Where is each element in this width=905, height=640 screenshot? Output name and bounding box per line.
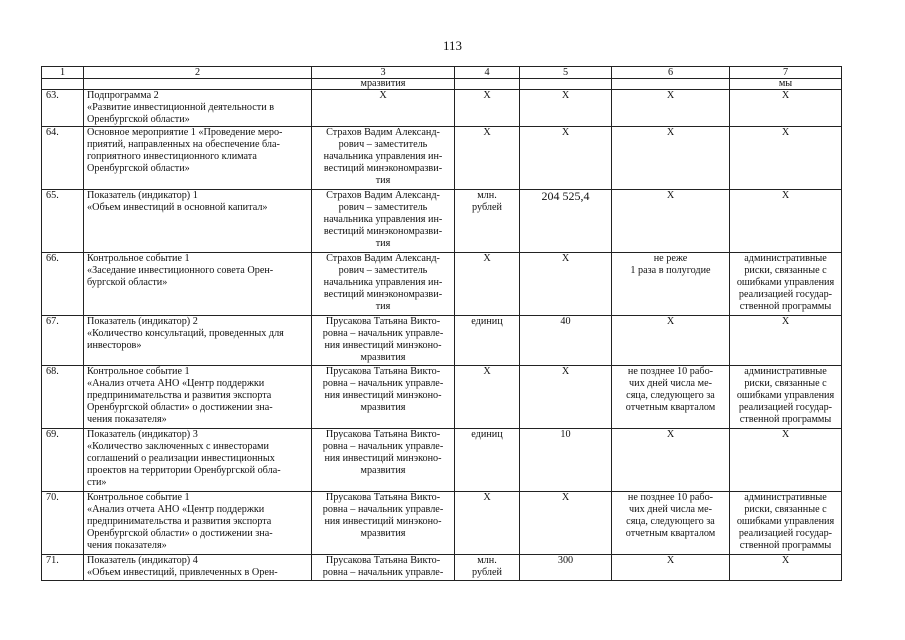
cell-line: Оренбургской области»	[87, 114, 190, 125]
cell-line: проектов на территории Оренбургской обла-	[87, 465, 281, 476]
term-cell	[612, 190, 730, 253]
cell-line: административные	[744, 253, 827, 264]
cell-line: 1 раза в полугодие	[630, 265, 711, 276]
cell-line: X	[781, 316, 790, 327]
cell-line: рович – заместитель	[338, 265, 428, 276]
row-number: 69.	[42, 429, 84, 492]
activity-name	[84, 253, 312, 316]
continuation-cell	[84, 79, 312, 90]
cell-line: X	[379, 90, 387, 101]
program-table	[41, 66, 842, 581]
term-cell	[612, 492, 730, 555]
risks-cell	[730, 90, 842, 127]
term-cell	[612, 316, 730, 366]
cell-line: сти»	[87, 477, 107, 488]
term-cell	[612, 90, 730, 127]
cell-line: сяца, следующего за	[626, 516, 715, 527]
cell-line: Страхов Вадим Александ-	[326, 127, 440, 138]
cell-line: ственной программы	[739, 301, 832, 312]
continuation-row	[42, 79, 842, 90]
row-number: 65.	[42, 190, 84, 253]
value-cell: 10	[520, 429, 612, 492]
cell-line: X	[666, 190, 675, 201]
cell-line: мразвития	[360, 402, 406, 413]
responsible-person	[312, 253, 455, 316]
cell-line: ния инвестиций минэконо-	[324, 453, 442, 464]
cell-line: X	[781, 127, 790, 138]
unit-cell: X	[455, 90, 520, 127]
responsible-person	[312, 366, 455, 429]
cell-line: X	[666, 127, 675, 138]
cell-line: ровна – начальник управле-	[322, 378, 444, 389]
continuation-cell	[455, 79, 520, 90]
cell-line: «Развитие инвестиционной деятельности в	[87, 102, 275, 113]
responsible-person	[312, 316, 455, 366]
cell-line: «Заседание инвестиционного совета Орен-	[87, 265, 274, 276]
table-row	[42, 492, 842, 555]
risks-cell	[730, 253, 842, 316]
activity-name	[84, 127, 312, 190]
cell-line: чих дней числа ме-	[629, 378, 712, 389]
cell-line: X	[666, 90, 675, 101]
cell-line: начальника управления ин-	[323, 151, 443, 162]
cell-line: ственной программы	[739, 540, 832, 551]
cell-line: Подпрограмма 2	[87, 90, 159, 101]
cell-line: Прусакова Татьяна Викто-	[325, 492, 441, 503]
cell-line: мразвития	[360, 352, 406, 363]
cell-line: Страхов Вадим Александ-	[326, 190, 440, 201]
cell-line: Контрольное событие 1	[87, 253, 190, 264]
cell-line: не позднее 10 рабо-	[627, 492, 714, 503]
continuation-cell	[42, 79, 84, 90]
cell-line: рович – заместитель	[338, 139, 428, 150]
cell-line: чения показателя»	[87, 414, 167, 425]
cell-line: «Анализ отчета АНО «Центр поддержки	[87, 504, 265, 515]
cell-line: Прусакова Татьяна Викто-	[325, 316, 441, 327]
unit-cell: млн. рублей	[455, 555, 520, 581]
cell-line: инвесторов»	[87, 340, 142, 351]
term-cell	[612, 555, 730, 581]
cell-line: вестиций минэкономразви-	[323, 163, 443, 174]
cell-line: X	[666, 429, 675, 440]
column-header: 1	[42, 67, 84, 79]
cell-line: «Количество заключенных с инвесторами	[87, 441, 269, 452]
continuation-cell: мы	[730, 79, 842, 90]
cell-line: чения показателя»	[87, 540, 167, 551]
responsible-person	[312, 190, 455, 253]
table-row	[42, 90, 842, 127]
risks-cell	[730, 429, 842, 492]
responsible-person	[312, 555, 455, 581]
risks-cell	[730, 127, 842, 190]
cell-line: административные	[744, 492, 827, 503]
value-cell: 204 525,4	[520, 190, 612, 253]
activity-name	[84, 555, 312, 581]
cell-line: вестиций минэкономразви-	[323, 226, 443, 237]
activity-name	[84, 492, 312, 555]
column-header: 3	[312, 67, 455, 79]
responsible-person	[312, 90, 455, 127]
cell-line: Оренбургской области» о достижении зна-	[87, 402, 273, 413]
table-row	[42, 127, 842, 190]
value-cell: X	[520, 366, 612, 429]
cell-line: административные	[744, 366, 827, 377]
term-cell	[612, 127, 730, 190]
column-header: 6	[612, 67, 730, 79]
unit-cell: X	[455, 253, 520, 316]
table-row	[42, 190, 842, 253]
term-cell	[612, 429, 730, 492]
cell-line: ния инвестиций минэконо-	[324, 340, 442, 351]
cell-line: Прусакова Татьяна Викто-	[325, 366, 441, 377]
cell-line: ния инвестиций минэконо-	[324, 390, 442, 401]
activity-name	[84, 190, 312, 253]
cell-line: риски, связанные с	[744, 378, 827, 389]
cell-line: рович – заместитель	[338, 202, 428, 213]
value-cell: 300	[520, 555, 612, 581]
column-header: 4	[455, 67, 520, 79]
column-header: 7	[730, 67, 842, 79]
cell-line: начальника управления ин-	[323, 277, 443, 288]
cell-line: «Количество консультаций, проведенных для	[87, 328, 284, 339]
cell-line: предпринимательства и развития экспорта	[87, 516, 272, 527]
continuation-cell	[520, 79, 612, 90]
cell-line: Страхов Вадим Александ-	[326, 253, 440, 264]
cell-line: X	[666, 316, 675, 327]
table-row	[42, 555, 842, 581]
cell-line: Показатель (индикатор) 4	[87, 555, 198, 566]
responsible-person	[312, 492, 455, 555]
cell-line: ровна – начальник управле-	[322, 328, 444, 339]
activity-name	[84, 316, 312, 366]
risks-cell	[730, 316, 842, 366]
cell-line: предпринимательства и развития экспорта	[87, 390, 272, 401]
table-row	[42, 429, 842, 492]
row-number: 66.	[42, 253, 84, 316]
risks-cell	[730, 366, 842, 429]
row-number: 70.	[42, 492, 84, 555]
cell-line: не реже	[653, 253, 688, 264]
value-cell: X	[520, 253, 612, 316]
unit-cell: X	[455, 492, 520, 555]
row-number: 67.	[42, 316, 84, 366]
cell-line: ровна – начальник управле-	[322, 567, 444, 578]
cell-line: отчетным кварталом	[625, 528, 716, 539]
cell-line: ственной программы	[739, 414, 832, 425]
cell-line: вестиций минэкономразви-	[323, 289, 443, 300]
cell-line: X	[781, 555, 790, 566]
unit-cell: X	[455, 366, 520, 429]
cell-line: Показатель (индикатор) 2	[87, 316, 198, 327]
column-header: 5	[520, 67, 612, 79]
cell-line: ровна – начальник управле-	[322, 504, 444, 515]
cell-line: приятий, направленных на обеспечение бла-	[87, 139, 280, 150]
cell-line: мразвития	[360, 528, 406, 539]
cell-line: начальника управления ин-	[323, 214, 443, 225]
cell-line: Контрольное событие 1	[87, 492, 190, 503]
row-number: 63.	[42, 90, 84, 127]
table-row	[42, 253, 842, 316]
cell-line: Прусакова Татьяна Викто-	[325, 429, 441, 440]
row-number: 68.	[42, 366, 84, 429]
unit-cell: X	[455, 127, 520, 190]
row-number: 71.	[42, 555, 84, 581]
cell-line: мразвития	[360, 465, 406, 476]
column-header-row	[42, 67, 842, 79]
cell-line: Оренбургской области» о достижении зна-	[87, 528, 273, 539]
cell-line: Показатель (индикатор) 1	[87, 190, 198, 201]
cell-line: «Объем инвестиций в основной капитал»	[87, 202, 268, 213]
cell-line: «Анализ отчета АНО «Центр поддержки	[87, 378, 265, 389]
cell-line: ошибками управления	[736, 516, 835, 527]
cell-line: Основное мероприятие 1 «Проведение меро-	[87, 127, 283, 138]
activity-name	[84, 366, 312, 429]
table-row	[42, 316, 842, 366]
cell-line: отчетным кварталом	[625, 402, 716, 413]
activity-name	[84, 90, 312, 127]
row-number: 64.	[42, 127, 84, 190]
responsible-person	[312, 429, 455, 492]
cell-line: X	[781, 190, 790, 201]
cell-line: бургской области»	[87, 277, 168, 288]
cell-line: сяца, следующего за	[626, 390, 715, 401]
cell-line: ошибками управления	[736, 390, 835, 401]
term-cell	[612, 253, 730, 316]
column-header: 2	[84, 67, 312, 79]
cell-line: реализацией государ-	[738, 528, 833, 539]
term-cell	[612, 366, 730, 429]
value-cell: X	[520, 492, 612, 555]
cell-line: X	[781, 429, 790, 440]
risks-cell	[730, 190, 842, 253]
cell-line: «Объем инвестиций, привлеченных в Орен-	[87, 567, 278, 578]
cell-line: риски, связанные с	[744, 265, 827, 276]
unit-cell: единиц	[455, 429, 520, 492]
cell-line: гоприятного инвестиционного климата	[87, 151, 257, 162]
page-number: 113	[442, 38, 463, 53]
cell-line: тия	[375, 238, 391, 249]
cell-line: реализацией государ-	[738, 289, 833, 300]
continuation-cell	[612, 79, 730, 90]
cell-line: Контрольное событие 1	[87, 366, 190, 377]
activity-name	[84, 429, 312, 492]
table-row	[42, 366, 842, 429]
value-cell: X	[520, 90, 612, 127]
value-cell: 40	[520, 316, 612, 366]
cell-line: Прусакова Татьяна Викто-	[325, 555, 441, 566]
unit-cell: единиц	[455, 316, 520, 366]
cell-line: соглашений о реализации инвестиционных	[87, 453, 275, 464]
cell-line: риски, связанные с	[744, 504, 827, 515]
cell-line: Показатель (индикатор) 3	[87, 429, 198, 440]
cell-line: тия	[375, 301, 391, 312]
cell-line: ровна – начальник управле-	[322, 441, 444, 452]
cell-line: X	[666, 555, 675, 566]
cell-line: чих дней числа ме-	[629, 504, 712, 515]
cell-line: ния инвестиций минэконо-	[324, 516, 442, 527]
cell-line: X	[781, 90, 790, 101]
responsible-person	[312, 127, 455, 190]
risks-cell	[730, 555, 842, 581]
risks-cell	[730, 492, 842, 555]
cell-line: не позднее 10 рабо-	[627, 366, 714, 377]
value-cell: X	[520, 127, 612, 190]
unit-cell: млн. рублей	[455, 190, 520, 253]
cell-line: ошибками управления	[736, 277, 835, 288]
cell-line: тия	[375, 175, 391, 186]
cell-line: реализацией государ-	[738, 402, 833, 413]
continuation-cell: мразвития	[312, 79, 455, 90]
cell-line: Оренбургской области»	[87, 163, 190, 174]
